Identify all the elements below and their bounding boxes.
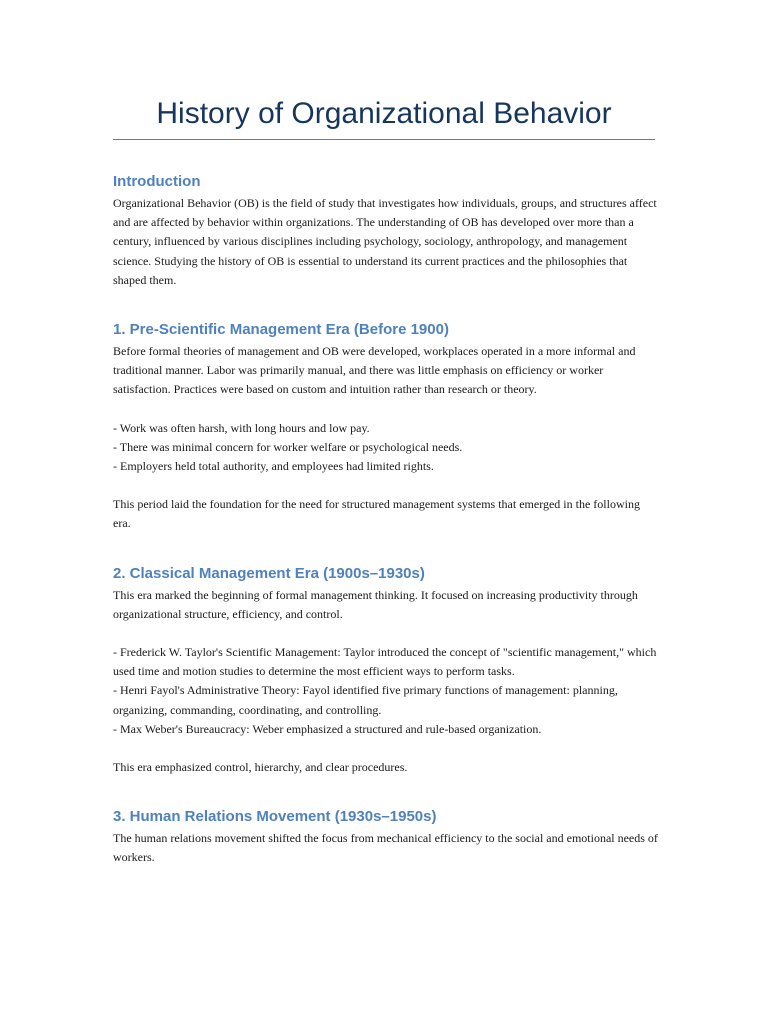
list-item: - Employers held total authority, and employees had limited rights. xyxy=(113,459,434,474)
section-intro: This era marked the beginning of formal management thinking. It focused on increasing productivity through organizational structure, efficiency, and control. xyxy=(113,587,638,621)
section-human-relations xyxy=(113,805,658,867)
section-heading: 2. Classical Management Era (1900s–1930s) xyxy=(113,564,425,582)
list-item: - Henri Fayol's Administrative Theory: Fayol identified five primary functions of management: planning, organizing, commanding, coordinating, and controlling. xyxy=(113,683,618,717)
section-heading: 3. Human Relations Movement (1930s–1950s) xyxy=(113,808,437,826)
document-body xyxy=(113,170,658,868)
title-underline xyxy=(113,139,655,140)
section-paragraph: Organizational Behavior (OB) is the field of study that investigates how individuals, groups, and structures affect and are affected by behavior within organizations. The understanding of OB has developed over more than a century, influenced by various disciplines including psychology, sociology, anthropology, and management science. Studying the history of OB is essential to understand its current practices and the philosophies that shaped them. xyxy=(113,196,657,287)
list-item: - Max Weber's Bureaucracy: Weber emphasized a structured and rule-based organization. xyxy=(113,721,542,736)
section-pre-scientific xyxy=(113,318,658,534)
list-item: - Frederick W. Taylor's Scientific Management: Taylor introduced the concept of "scientific management," which used time and motion studies to determine the most efficient ways to perform tasks. xyxy=(113,645,657,679)
section-closing: This era emphasized control, hierarchy, and clear procedures. xyxy=(113,760,408,775)
section-closing: This period laid the foundation for the need for structured management systems that emerged in the following era. xyxy=(113,497,640,531)
section-intro: Before formal theories of management and OB were developed, workplaces operated in a more informal and traditional manner. Labor was primarily manual, and there was little emphasis on efficiency or worker satisfaction. Practices were based on custom and intuition rather than research or theory. xyxy=(113,344,636,397)
section-classical-management xyxy=(113,562,658,778)
document-title: History of Organizational Behavior xyxy=(156,97,612,130)
bullet-list xyxy=(113,643,658,739)
list-item: - Work was often harsh, with long hours and low pay. xyxy=(113,420,370,435)
bullet-list xyxy=(113,419,658,477)
list-item: - There was minimal concern for worker welfare or psychological needs. xyxy=(113,439,463,454)
section-introduction xyxy=(113,170,658,290)
section-intro: The human relations movement shifted the focus from mechanical efficiency to the social and emotional needs of workers. xyxy=(113,831,658,865)
section-heading: Introduction xyxy=(113,173,201,190)
section-heading: 1. Pre-Scientific Management Era (Before 1900) xyxy=(113,321,449,339)
